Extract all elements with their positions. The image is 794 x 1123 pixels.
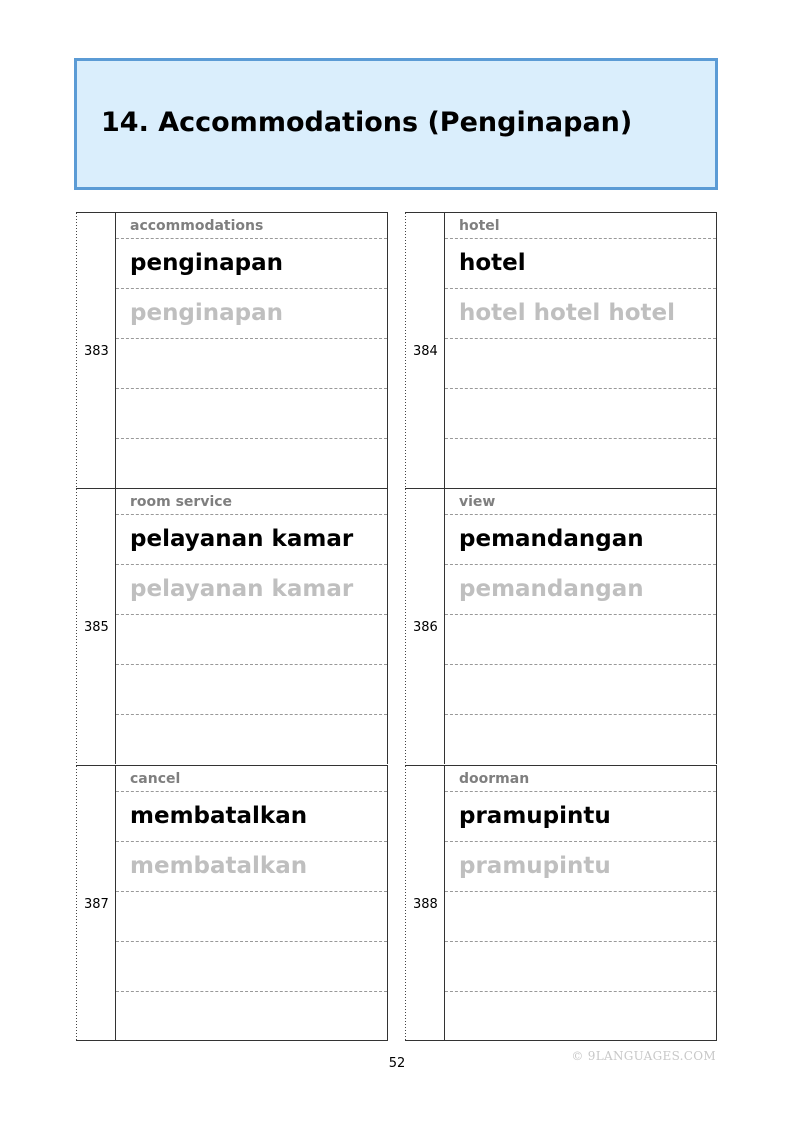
english-word: accommodations	[130, 218, 264, 234]
entry-number-column	[405, 766, 445, 1040]
practice-area	[116, 213, 387, 488]
writing-line	[445, 941, 716, 992]
english-word: view	[459, 494, 496, 510]
practice-area	[116, 766, 387, 1040]
indonesian-word: pramupintu	[459, 803, 611, 829]
writing-line	[445, 664, 716, 715]
trace-row	[116, 564, 387, 615]
vocab-card-385	[76, 488, 388, 764]
writing-line	[116, 664, 387, 715]
vocab-card-387	[76, 765, 388, 1041]
trace-word: pramupintu	[459, 853, 611, 879]
writing-line	[445, 338, 716, 389]
entry-number-column	[76, 213, 116, 488]
writing-line	[445, 438, 716, 488]
writing-line	[116, 891, 387, 942]
writing-line	[445, 388, 716, 439]
trace-word: penginapan	[130, 300, 284, 326]
entry-number-column	[76, 766, 116, 1040]
entry-number: 383	[84, 344, 109, 359]
trace-word: hotel hotel hotel	[459, 300, 675, 326]
vocab-card-384	[405, 212, 717, 488]
writing-line	[116, 714, 387, 764]
practice-area	[445, 213, 716, 488]
word-row	[116, 514, 387, 565]
entry-number: 386	[413, 620, 438, 635]
word-row	[116, 238, 387, 289]
writing-line	[445, 991, 716, 1041]
writing-line	[445, 714, 716, 764]
entry-number: 384	[413, 344, 438, 359]
trace-word: pelayanan kamar	[130, 576, 354, 602]
english-row	[116, 766, 387, 792]
word-row	[445, 791, 716, 842]
indonesian-word: membatalkan	[130, 803, 308, 829]
writing-line	[116, 388, 387, 439]
entry-number-column	[405, 213, 445, 488]
english-row	[445, 489, 716, 515]
practice-area	[445, 489, 716, 764]
vocab-card-386	[405, 488, 717, 764]
page-number: 52	[388, 1056, 406, 1071]
indonesian-word: pemandangan	[459, 526, 644, 552]
english-row	[116, 489, 387, 515]
writing-line	[445, 614, 716, 665]
english-word: hotel	[459, 218, 500, 234]
entry-number: 387	[84, 897, 109, 912]
trace-word: pemandangan	[459, 576, 644, 602]
english-word: doorman	[459, 771, 530, 787]
chapter-title: 14. Accommodations (Penginapan)	[101, 107, 633, 138]
entry-number-column	[76, 489, 116, 764]
practice-area	[116, 489, 387, 764]
vocab-card-388	[405, 765, 717, 1041]
english-row	[445, 213, 716, 239]
entry-number: 388	[413, 897, 438, 912]
writing-line	[116, 614, 387, 665]
word-row	[116, 791, 387, 842]
vocab-card-383	[76, 212, 388, 488]
trace-row	[445, 288, 716, 339]
trace-row	[445, 564, 716, 615]
english-word: room service	[130, 494, 233, 510]
trace-row	[116, 841, 387, 892]
trace-row	[116, 288, 387, 339]
copyright-notice: © 9LANGUAGES.COM	[571, 1049, 716, 1063]
entry-number-column	[405, 489, 445, 764]
trace-word: membatalkan	[130, 853, 308, 879]
english-row	[116, 213, 387, 239]
practice-area	[445, 766, 716, 1040]
word-row	[445, 514, 716, 565]
word-row	[445, 238, 716, 289]
chapter-header	[74, 58, 718, 190]
trace-row	[445, 841, 716, 892]
indonesian-word: penginapan	[130, 250, 284, 276]
writing-line	[116, 338, 387, 389]
indonesian-word: pelayanan kamar	[130, 526, 354, 552]
indonesian-word: hotel	[459, 250, 526, 276]
writing-line	[445, 891, 716, 942]
english-row	[445, 766, 716, 792]
writing-line	[116, 991, 387, 1041]
writing-line	[116, 941, 387, 992]
entry-number: 385	[84, 620, 109, 635]
writing-line	[116, 438, 387, 488]
english-word: cancel	[130, 771, 181, 787]
